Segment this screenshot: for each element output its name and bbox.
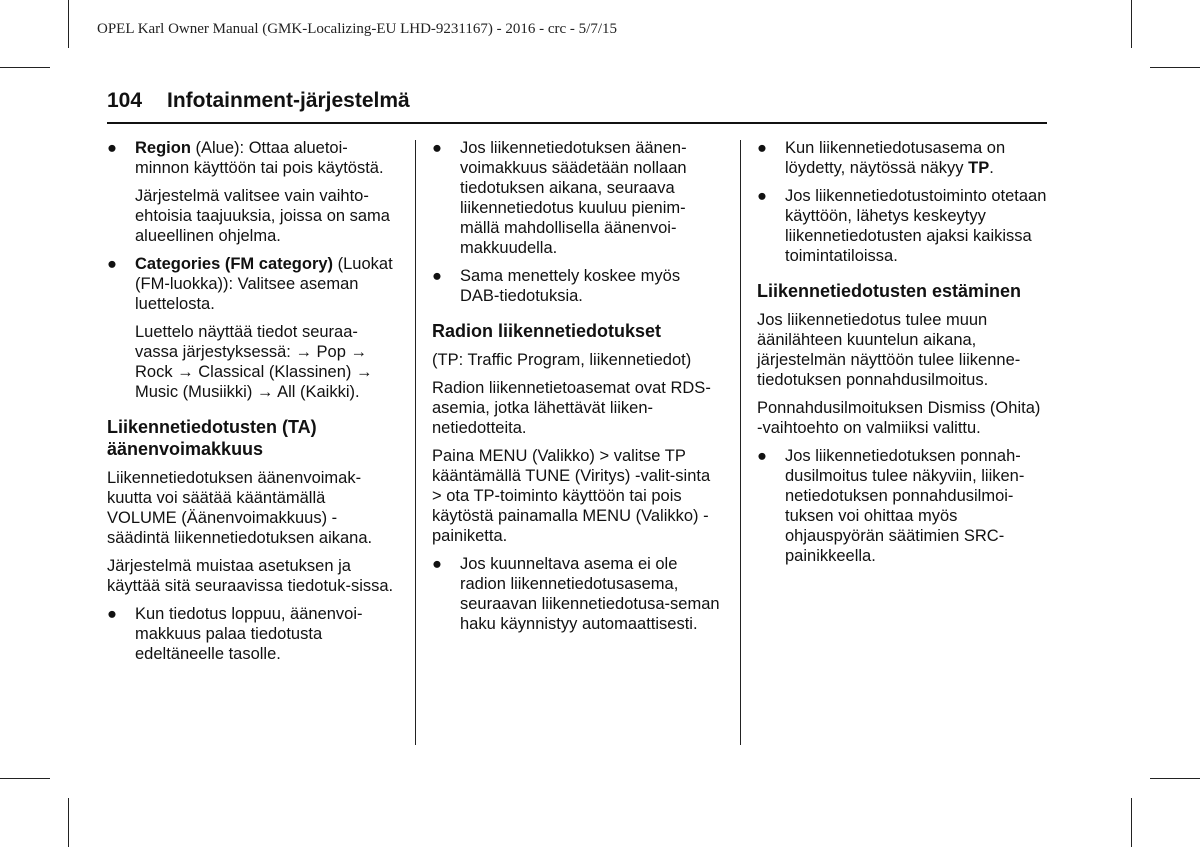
crop-mark [1131,0,1132,48]
paragraph: Paina MENU (Valikko) > valitse TP kääntämällä TUNE (Viritys) -valit-sinta > ota TP-toiminto käyttöön tai pois käytöstä painamalla MENU (Valikko) -painiketta. [432,447,711,545]
section-heading: Liikennetiedotusten (TA) äänenvoimakkuus [107,417,317,459]
crop-mark [1131,798,1132,847]
text: Sama menettely koskee myös DAB-tiedotuksia. [460,267,681,305]
bullet: ● [757,447,767,465]
text: (Alue): Ottaa aluetoi-minnon käyttöön tai pois käytöstä. [135,139,384,177]
list-item [107,138,397,246]
bullet: ● [432,555,442,573]
paragraph: Radion liikennetietoasemat ovat RDS-asemia, jotka lähettävät liiken-netiedotteita. [432,379,711,437]
tp-indicator: TP [968,159,990,177]
term: Categories (FM category) [135,255,334,273]
list-item [757,138,1049,178]
bullet: ● [107,139,117,157]
paragraph: (TP: Traffic Program, liikennetiedot) [432,351,692,369]
crop-mark [1150,67,1200,68]
text: Jos liikennetiedotuksen äänen-voimakkuus säädetään nollaan tiedotuksen aikana, seuraava liikennetiedotus kuuluu pienim-mällä mahdollisella äänenvoi-makkuudella. [460,139,687,257]
section-title: Infotainment-järjestelmä [167,89,410,112]
bullet: ● [757,139,767,157]
paragraph: Järjestelmä valitsee vain vaihto-ehtoisia taajuuksia, joissa on sama alueellinen ohjelma. [135,187,390,245]
section-heading: Liikennetiedotusten estäminen [757,281,1022,301]
crop-mark [0,67,50,68]
column-divider [740,140,741,745]
text: . [989,159,994,177]
column-3 [757,138,1049,574]
page-number: 104 [107,89,143,112]
text: (Luokat (FM-luokka)): Valitsee aseman luettelosta. [135,255,393,313]
bullet: ● [107,605,117,623]
column-2 [432,138,722,642]
print-metadata: OPEL Karl Owner Manual (GMK-Localizing-EU LHD-9231167) - 2016 - crc - 5/7/15 [97,21,617,37]
text: Jos kuunneltava asema ei ole radion liikennetiedotusasema, seuraavan liikennetiedotusa-seman haku käynnistyy automaattisesti. [460,555,720,633]
list-item [107,254,397,402]
crop-mark [68,798,69,847]
list-item [432,554,722,634]
header-rule [107,122,1047,124]
bullet: ● [107,255,117,273]
text: Jos liikennetiedotuksen ponnah-dusilmoitus tulee näkyviin, liiken-netiedotuksen ponnahdusilmoi-tuksen voi ohittaa myös ohjauspyörän säätimien SRC-painikkeella. [785,447,1025,565]
list-item [757,186,1049,266]
paragraph: Jos liikennetiedotus tulee muun äänilähteen kuuntelun aikana, järjestelmän näyttöön tulee liikenne-tiedotuksen ponnahdusilmoitus. [757,311,1021,389]
bullet: ● [757,187,767,205]
list-item [107,604,397,664]
column-divider [415,140,416,745]
bullet: ● [432,139,442,157]
text: Kun liikennetiedotusasema on löydetty, näytössä näkyy [785,139,1006,177]
crop-mark [0,778,50,779]
paragraph: Liikennetiedotuksen äänenvoimak-kuutta voi säätää kääntämällä VOLUME (Äänenvoimakkuus) -säädintä liikennetiedotuksen aikana. [107,469,373,547]
column-1 [107,138,397,672]
list-item [432,138,722,258]
list-item [432,266,722,306]
section-heading: Radion liikennetiedotukset [432,321,662,341]
crop-mark [68,0,69,48]
paragraph: Järjestelmä muistaa asetuksen ja käyttää sitä seuraavissa tiedotuk-sissa. [107,557,394,595]
page-header [107,88,410,114]
text: Kun tiedotus loppuu, äänenvoi-makkuus palaa tiedotusta edeltäneelle tasolle. [135,605,363,663]
term: Region [135,139,191,157]
bullet: ● [432,267,442,285]
paragraph: Ponnahdusilmoituksen Dismiss (Ohita) -vaihtoehto on valmiiksi valittu. [757,399,1041,437]
paragraph: Luettelo näyttää tiedot seuraa-vassa järjestyksessä: → Pop → Rock → Classical (Klassinen) → Music (Musiikki) → All (Kaikki). [135,323,373,401]
list-item [757,446,1049,566]
crop-mark [1150,778,1200,779]
text: Jos liikennetiedotustoiminto otetaan käyttöön, lähetys keskeytyy liikennetiedotusten ajaksi kaikissa toimintatiloissa. [785,187,1047,265]
